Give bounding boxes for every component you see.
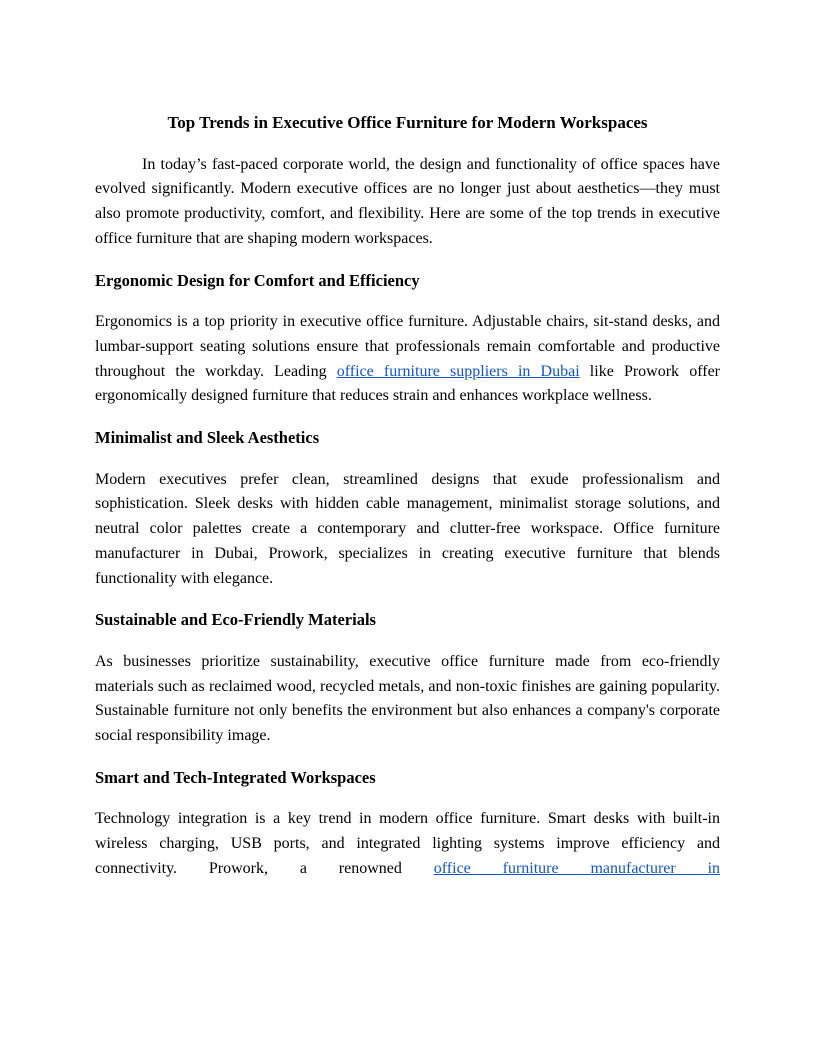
document-title: Top Trends in Executive Office Furniture for Modern Workspaces bbox=[167, 113, 648, 132]
paragraph: Technology integration is a key trend in modern office furniture. Smart desks with built-in wireless charging, USB ports, and integrated lighting systems improve efficiency and connectivity. Prowork, a renowned office furniture manufacturer in bbox=[95, 810, 721, 877]
paragraph: In today’s fast-paced corporate world, the design and functionality of office spaces have evolved significantly. Modern executive offices are no longer just about aesthetics—they must also promote productivity, comfort, and flexibility. Here are some of the top trends in executive office furniture that are shaping modern workspaces. bbox=[95, 155, 720, 247]
inline-link[interactable]: office furniture manufacturer in bbox=[433, 859, 721, 877]
section-heading: Sustainable and Eco-Friendly Materials bbox=[95, 610, 376, 630]
paragraph: Ergonomics is a top priority in executive office furniture. Adjustable chairs, sit-stand desks, and lumbar-support seating solutions ensure that professionals remain comfortable and productive throughout the workday. Leading office furniture suppliers in Dubai like Prowork offer ergonomically designed furniture that reduces strain and enhances workplace wellness. bbox=[95, 313, 721, 405]
paragraph: As businesses prioritize sustainability, executive office furniture made from eco-friendly materials such as reclaimed wood, recycled metals, and non-toxic finishes are gaining popularity. Sustainable furniture not only benefits the environment but also enhances a company's corporate social responsibility image. bbox=[95, 652, 720, 745]
section-heading: Minimalist and Sleek Aesthetics bbox=[95, 428, 320, 448]
paragraph: Modern executives prefer clean, streamlined designs that exude professionalism and sophistication. Sleek desks with hidden cable management, minimalist storage solutions, and neutral color palettes create a contemporary and clutter-free workspace. Office furniture manufacturer in Dubai, Prowork, specializes in creating executive furniture that blends functionality with elegance. bbox=[95, 470, 720, 587]
document-body bbox=[95, 153, 720, 882]
inline-link[interactable]: office furniture suppliers in Dubai bbox=[336, 362, 580, 380]
section-heading: Smart and Tech-Integrated Workspaces bbox=[95, 767, 376, 787]
section-heading: Ergonomic Design for Comfort and Efficiency bbox=[95, 270, 420, 290]
